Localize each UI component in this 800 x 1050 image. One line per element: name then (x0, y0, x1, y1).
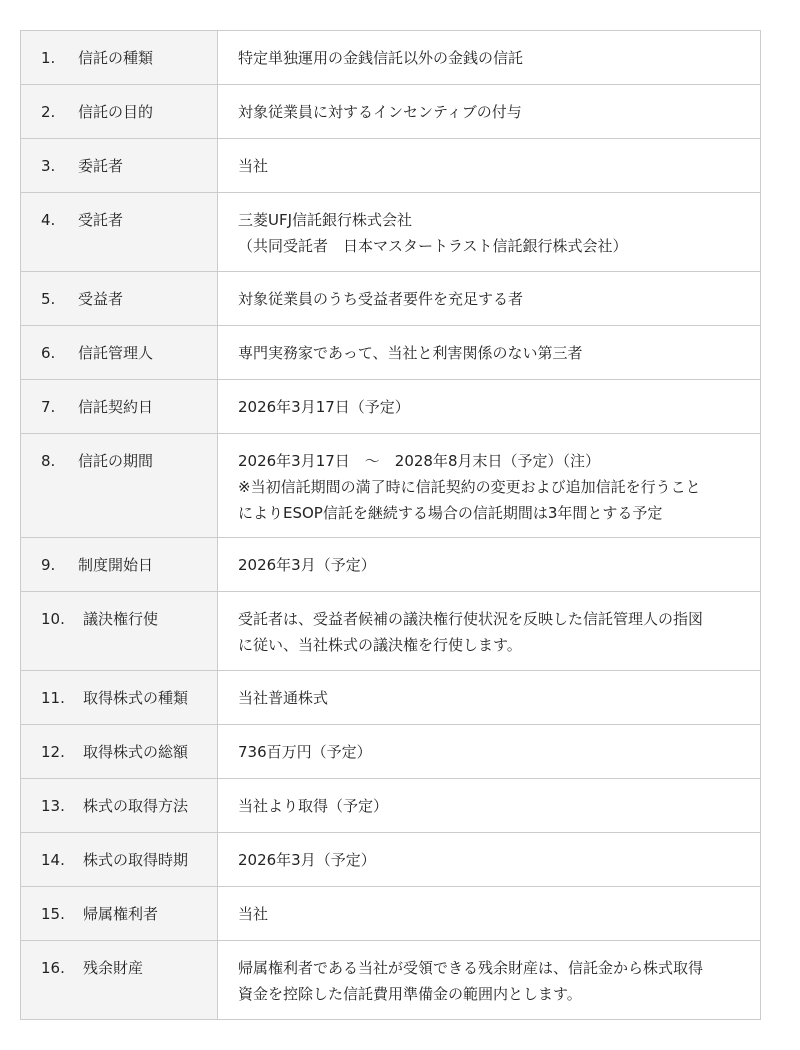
row-number: 10. (41, 610, 65, 628)
row-label: 株式の取得時期 (83, 851, 189, 869)
row-value-cell (218, 380, 761, 434)
row-value-cell (218, 85, 761, 139)
row-value-line: によりESOP信託を継続する場合の信託期間は3年間とする予定 (238, 504, 663, 522)
table-row (21, 941, 761, 1020)
row-value-cell (218, 833, 761, 887)
row-label: 信託契約日 (78, 398, 154, 416)
row-value-cell (218, 725, 761, 779)
row-value-line: 当社 (238, 157, 269, 175)
row-number: 9. (41, 556, 56, 574)
row-value-cell (218, 592, 761, 671)
row-value-cell (218, 272, 761, 326)
row-label-cell (21, 139, 218, 193)
table-row (21, 193, 761, 272)
row-number: 12. (41, 743, 65, 761)
row-label-cell (21, 538, 218, 592)
row-label: 残余財産 (83, 959, 144, 977)
table-row (21, 326, 761, 380)
row-label-cell (21, 941, 218, 1020)
row-label-cell (21, 833, 218, 887)
row-number: 1. (41, 49, 56, 67)
row-label-cell (21, 193, 218, 272)
table-row (21, 592, 761, 671)
row-value-line: に従い、当社株式の議決権を行使します。 (238, 636, 522, 654)
row-number: 14. (41, 851, 65, 869)
table-row (21, 779, 761, 833)
row-number: 7. (41, 398, 56, 416)
row-number: 13. (41, 797, 65, 815)
row-value-line: 736百万円（予定） (238, 743, 372, 761)
row-value-cell (218, 538, 761, 592)
trust-terms-table (20, 30, 761, 1020)
row-label-cell (21, 592, 218, 671)
row-number: 16. (41, 959, 65, 977)
table-row (21, 139, 761, 193)
row-value-line: 2026年3月17日（予定） (238, 398, 410, 416)
row-label: 帰属権利者 (83, 905, 159, 923)
row-value-cell (218, 139, 761, 193)
row-value-line: 資金を控除した信託費用準備金の範囲内とします。 (238, 985, 582, 1003)
row-value-line: 2026年3月（予定） (238, 556, 376, 574)
row-value-cell (218, 887, 761, 941)
row-label-cell (21, 434, 218, 538)
row-label-cell (21, 725, 218, 779)
row-value-cell (218, 193, 761, 272)
row-value-line: 専門実務家であって、当社と利害関係のない第三者 (238, 344, 583, 362)
row-label-cell (21, 31, 218, 85)
row-label: 制度開始日 (78, 556, 154, 574)
row-value-cell (218, 31, 761, 85)
row-label-cell (21, 887, 218, 941)
row-value-line: 対象従業員に対するインセンティブの付与 (238, 103, 522, 121)
row-value-line: 2026年3月17日 ～ 2028年8月末日（予定）（注） (238, 452, 601, 470)
row-value-line: 受託者は、受益者候補の議決権行使状況を反映した信託管理人の指図 (238, 610, 704, 628)
row-label-cell (21, 380, 218, 434)
row-value-line: 当社より取得（予定） (238, 797, 389, 815)
row-number: 5. (41, 290, 56, 308)
row-label: 委託者 (78, 157, 124, 175)
row-value-cell (218, 326, 761, 380)
row-value-cell (218, 434, 761, 538)
table-row (21, 380, 761, 434)
table-row (21, 272, 761, 326)
row-label-cell (21, 326, 218, 380)
row-number: 11. (41, 689, 65, 707)
row-value-line: 当社普通株式 (238, 689, 329, 707)
row-number: 4. (41, 211, 56, 229)
row-label: 信託の種類 (78, 49, 154, 67)
table-row (21, 538, 761, 592)
row-value-cell (218, 671, 761, 725)
row-value-line: 当社 (238, 905, 269, 923)
row-value-line: 対象従業員のうち受益者要件を充足する者 (238, 290, 524, 308)
row-number: 8. (41, 452, 56, 470)
row-number: 15. (41, 905, 65, 923)
row-value-line: （共同受託者 日本マスタートラスト信託銀行株式会社） (238, 237, 628, 255)
table-row (21, 833, 761, 887)
row-value-line: 2026年3月（予定） (238, 851, 376, 869)
row-label: 取得株式の総額 (83, 743, 189, 761)
row-label-cell (21, 85, 218, 139)
row-label: 受益者 (78, 290, 124, 308)
table-row (21, 85, 761, 139)
table-row (21, 31, 761, 85)
row-label: 株式の取得方法 (83, 797, 189, 815)
row-label: 議決権行使 (83, 610, 159, 628)
row-value-cell (218, 941, 761, 1020)
row-value-line: 三菱UFJ信託銀行株式会社 (238, 211, 413, 229)
table-row (21, 887, 761, 941)
table-row (21, 671, 761, 725)
row-label-cell (21, 779, 218, 833)
row-label-cell (21, 272, 218, 326)
table-row (21, 725, 761, 779)
row-label: 信託の目的 (78, 103, 154, 121)
row-label: 信託の期間 (78, 452, 154, 470)
row-label-cell (21, 671, 218, 725)
row-number: 2. (41, 103, 56, 121)
row-label: 受託者 (78, 211, 124, 229)
row-value-line: 特定単独運用の金銭信託以外の金銭の信託 (238, 49, 524, 67)
row-label: 信託管理人 (78, 344, 154, 362)
row-value-cell (218, 779, 761, 833)
trust-terms-body (21, 31, 761, 1020)
trust-terms-sheet (20, 30, 761, 1020)
row-label: 取得株式の種類 (83, 689, 189, 707)
row-number: 6. (41, 344, 56, 362)
table-row (21, 434, 761, 538)
row-number: 3. (41, 157, 56, 175)
row-value-line: 帰属権利者である当社が受領できる残余財産は、信託金から株式取得 (238, 959, 704, 977)
row-value-line: ※当初信託期間の満了時に信託契約の変更および追加信託を行うこと (238, 478, 701, 496)
